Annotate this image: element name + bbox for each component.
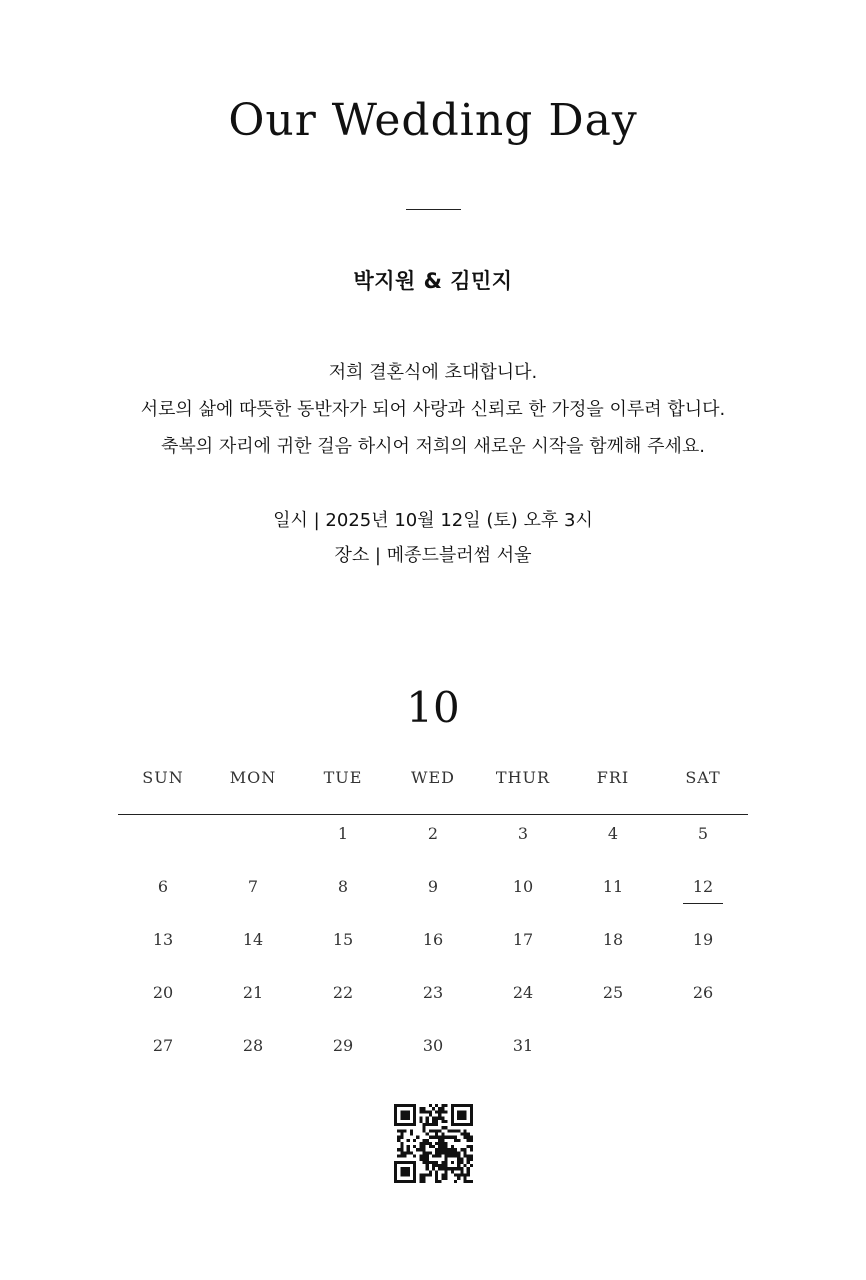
weekday-label: MON	[229, 768, 277, 787]
calendar-day: 13	[152, 930, 174, 949]
event-details	[0, 507, 866, 577]
weekday-label: FRI	[596, 768, 630, 787]
message-line: 서로의 삶에 따뜻한 동반자가 되어 사랑과 신뢰로 한 가정을 이루려 합니다.	[140, 399, 726, 420]
calendar-day: 21	[242, 983, 264, 1002]
calendar-day: 31	[512, 1036, 534, 1055]
calendar-day: 12	[692, 877, 714, 896]
weekday-label: SAT	[685, 768, 721, 787]
calendar-day: 7	[247, 877, 259, 896]
calendar-day: 1	[337, 824, 349, 843]
calendar-day: 22	[332, 983, 354, 1002]
calendar-day: 4	[607, 824, 619, 843]
calendar-day: 15	[332, 930, 354, 949]
invitation-message	[0, 359, 866, 470]
weekday-label: WED	[411, 768, 455, 787]
weekday-label: THUR	[495, 768, 551, 787]
calendar-day: 30	[422, 1036, 444, 1055]
calendar-month: 10	[406, 683, 460, 732]
calendar-day: 11	[602, 877, 624, 896]
event-venue: 장소 | 메종드블러썸 서울	[334, 545, 532, 566]
calendar-day: 20	[152, 983, 174, 1002]
wedding-day-marker	[683, 903, 723, 904]
event-datetime: 일시 | 2025년 10월 12일 (토) 오후 3시	[273, 510, 593, 531]
calendar-day: 17	[512, 930, 534, 949]
calendar-day: 26	[692, 983, 714, 1002]
calendar-day: 6	[157, 877, 169, 896]
calendar-day: 2	[427, 824, 439, 843]
calendar-weekday-header	[118, 768, 748, 796]
calendar-day: 3	[517, 824, 529, 843]
title-divider	[406, 209, 461, 210]
message-line: 저희 결혼식에 초대합니다.	[328, 362, 538, 383]
couple-names: 박지원 & 김민지	[353, 269, 513, 293]
calendar-day: 14	[242, 930, 264, 949]
weekday-label: TUE	[323, 768, 363, 787]
calendar-day: 9	[427, 877, 439, 896]
calendar-day: 23	[422, 983, 444, 1002]
calendar-day: 25	[602, 983, 624, 1002]
weekday-label: SUN	[142, 768, 184, 787]
calendar-day: 5	[697, 824, 709, 843]
calendar-day: 27	[152, 1036, 174, 1055]
calendar-day: 29	[332, 1036, 354, 1055]
calendar-day: 18	[602, 930, 624, 949]
message-line: 축복의 자리에 귀한 걸음 하시어 저희의 새로운 시작을 함께해 주세요.	[160, 436, 706, 457]
calendar-day: 24	[512, 983, 534, 1002]
calendar-day: 28	[242, 1036, 264, 1055]
calendar-day: 19	[692, 930, 714, 949]
calendar-day: 8	[337, 877, 349, 896]
calendar-rule	[118, 814, 748, 815]
invitation-title: Our Wedding Day	[228, 95, 638, 146]
calendar-day: 10	[512, 877, 534, 896]
qr-code-icon[interactable]	[394, 1104, 473, 1183]
calendar-day: 16	[422, 930, 444, 949]
